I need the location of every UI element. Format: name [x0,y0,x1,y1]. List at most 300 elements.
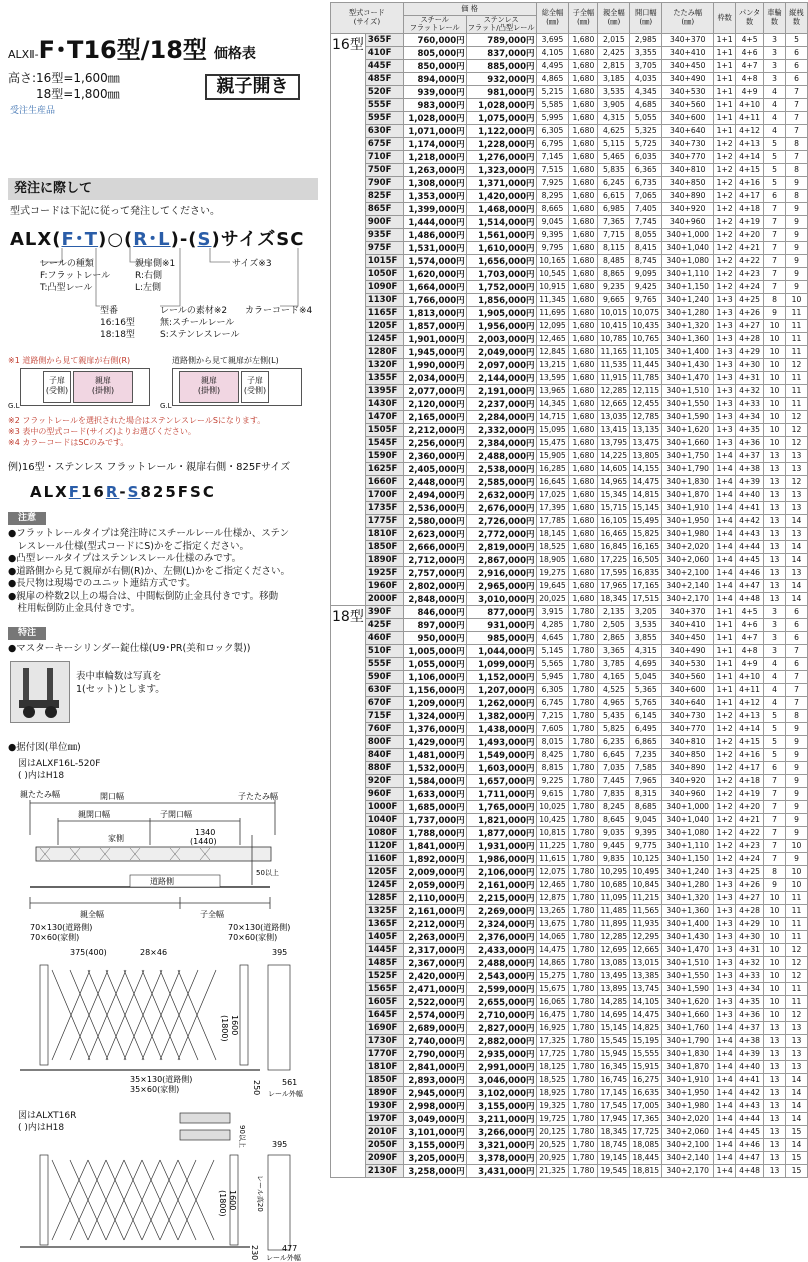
table-cell: 1,603,000円 [466,761,536,774]
table-cell: 11 [785,306,807,319]
table-cell: 3,321,000円 [466,1138,536,1151]
table-cell: 1,263,000円 [403,163,466,176]
table-cell: 15,145 [630,501,662,514]
size-code-cell: 555F [365,98,403,111]
table-cell: 1,633,000円 [403,787,466,800]
opening-type-badge: 親子開き [205,74,300,100]
table-cell: 2,882,000円 [466,1034,536,1047]
table-row [331,982,808,995]
table-cell: 2,740,000円 [403,1034,466,1047]
table-row [331,800,808,813]
table-cell: 15,945 [598,1047,630,1060]
table-cell: 1,228,000円 [466,137,536,150]
table-cell: 2,710,000円 [466,1008,536,1021]
table-cell: 3,535 [598,85,630,98]
table-cell: 4,345 [630,85,662,98]
table-row [331,358,808,371]
table-cell: 7 [764,787,786,800]
table-cell: 7,835 [598,787,630,800]
table-cell: 4+23 [736,839,764,852]
table-cell: 340+850 [662,176,714,189]
table-cell: 17,595 [598,566,630,579]
order-intro: 型式コードは下記に従って発注してください。 [10,206,220,217]
table-cell: 1,703,000円 [466,267,536,280]
table-cell: 13 [764,475,786,488]
table-cell: 4+28 [736,332,764,345]
table-cell: 19,275 [536,566,569,579]
install-drawing-label: ●据付図(単位㎜) [8,742,81,753]
photo-note: 表中車輪数は写真を 1(セット)とします。 [76,671,165,695]
table-cell: 3 [764,59,786,72]
table-cell: 5,585 [536,98,569,111]
table-cell: 15,675 [536,982,569,995]
table-cell: 1,945,000円 [403,345,466,358]
table-cell: 10 [764,1008,786,1021]
table-cell: 340+2,060 [662,1125,714,1138]
table-row [331,605,808,618]
table-cell: 1,780 [569,1125,598,1138]
table-cell: 1,680 [569,137,598,150]
table-cell: 340+1,360 [662,332,714,345]
size-code-cell: 1015F [365,254,403,267]
table-cell: 14 [785,540,807,553]
size-code-cell: 1365F [365,917,403,930]
table-cell: 2,536,000円 [403,501,466,514]
table-cell: 5,765 [630,696,662,709]
table-cell: 4+20 [736,800,764,813]
table-cell: 6 [785,46,807,59]
table-cell: 10 [764,410,786,423]
table-cell: 3 [764,605,786,618]
table-cell: 4+36 [736,1008,764,1021]
table-cell: 340+920 [662,774,714,787]
size-code-cell: 555F [365,657,403,670]
table-cell: 1,780 [569,631,598,644]
table-cell: 1+4 [714,527,736,540]
table-cell: 1,680 [569,189,598,202]
table-cell: 3,378,000円 [466,1151,536,1164]
table-cell: 1,680 [569,215,598,228]
table-row [331,254,808,267]
size-code-cell: 750F [365,163,403,176]
table-cell: 1,813,000円 [403,306,466,319]
table-cell: 14,475 [630,1008,662,1021]
table-cell: 340+730 [662,137,714,150]
table-cell: 4+21 [736,813,764,826]
table-cell: 10 [764,319,786,332]
table-cell: 340+1,790 [662,462,714,475]
table-cell: 2,848,000円 [403,592,466,605]
table-cell: 12 [785,358,807,371]
table-cell: 6,495 [630,722,662,735]
table-row [331,1008,808,1021]
table-cell: 340+1,620 [662,995,714,1008]
table-cell: 1+4 [714,488,736,501]
size-code-cell: 1545F [365,436,403,449]
table-cell: 1+1 [714,85,736,98]
table-cell: 7 [785,683,807,696]
table-cell: 4,035 [630,72,662,85]
table-cell: 1,685,000円 [403,800,466,813]
table-cell: 7 [764,774,786,787]
table-cell: 5 [764,176,786,189]
table-cell: 13,475 [630,436,662,449]
table-cell: 10 [764,969,786,982]
table-cell: 1+4 [714,1086,736,1099]
table-cell: 9 [764,306,786,319]
table-cell: 1,493,000円 [466,735,536,748]
table-cell: 1,610,000円 [466,241,536,254]
table-cell: 4+32 [736,384,764,397]
table-cell: 1,780 [569,995,598,1008]
table-cell: 7 [785,111,807,124]
table-cell: 1,956,000円 [466,319,536,332]
table-cell: 1,680 [569,488,598,501]
table-cell: 4+8 [736,72,764,85]
table-row [331,267,808,280]
table-cell: 1,680 [569,85,598,98]
size-code-cell: 1525F [365,969,403,982]
size-code-cell: 935F [365,228,403,241]
table-cell: 846,000円 [403,605,466,618]
table-cell: 9,445 [598,839,630,852]
table-cell: 13 [764,540,786,553]
table-cell: 14,345 [536,397,569,410]
table-cell: 1,680 [569,306,598,319]
table-cell: 6 [785,605,807,618]
table-cell: 3 [764,618,786,631]
table-cell: 5,055 [630,111,662,124]
table-cell: 4+34 [736,410,764,423]
table-cell: 18,345 [598,592,630,605]
table-cell: 2,269,000円 [466,904,536,917]
size-code-cell: 1565F [365,982,403,995]
table-cell: 4+42 [736,1086,764,1099]
table-cell: 13 [764,514,786,527]
table-cell: 1+2 [714,176,736,189]
table-cell: 1,308,000円 [403,176,466,189]
table-cell: 340+1,040 [662,813,714,826]
table-cell: 14,105 [630,995,662,1008]
size-code-cell: 1930F [365,1099,403,1112]
table-cell: 14 [785,1086,807,1099]
table-cell: 1+3 [714,358,736,371]
table-cell: 340+1,620 [662,423,714,436]
table-row [331,943,808,956]
special-order-heading: 特注 [8,627,46,640]
table-cell: 2,425 [598,46,630,59]
table-cell: 10 [764,397,786,410]
table-cell: 2,332,000円 [466,423,536,436]
table-cell: 2,165,000円 [403,410,466,423]
table-cell: 1+1 [714,657,736,670]
table-cell: 8 [764,293,786,306]
table-cell: 1,574,000円 [403,254,466,267]
table-cell: 13 [764,1138,786,1151]
dim-total-child-text: 子全幅 [200,910,224,919]
table-cell: 13 [764,553,786,566]
table-cell: 7,445 [598,774,630,787]
table-cell: 2,841,000円 [403,1060,466,1073]
table-cell: 340+850 [662,748,714,761]
table-cell: 897,000円 [403,618,466,631]
table-cell: 14 [785,1073,807,1086]
table-cell: 4+38 [736,462,764,475]
table-cell: 2,985 [630,33,662,46]
table-row [331,59,808,72]
table-cell: 17,005 [630,1099,662,1112]
table-cell: 12 [785,956,807,969]
table-cell: 2,655,000円 [466,995,536,1008]
table-cell: 2,991,000円 [466,1060,536,1073]
table-cell: 877,000円 [466,605,536,618]
table-cell: 1+3 [714,332,736,345]
table-cell: 1+2 [714,722,736,735]
page-title: ALXⅡ-F･T16型/18型 価格表 [8,36,256,64]
table-cell: 12,095 [536,319,569,332]
table-row [331,241,808,254]
size-code-cell: 675F [365,137,403,150]
table-cell: 5 [764,137,786,150]
size-code-cell: 365F [365,33,403,46]
table-cell: 1+2 [714,852,736,865]
table-cell: 340+1,830 [662,475,714,488]
table-cell: 760,000円 [403,33,466,46]
table-cell: 2,212,000円 [403,917,466,930]
table-cell: 1+3 [714,917,736,930]
table-cell: 1+3 [714,930,736,943]
table-cell: 10,125 [630,852,662,865]
table-cell: 5 [764,722,786,735]
table-cell: 7 [785,124,807,137]
size-code-cell: 1130F [365,293,403,306]
table-cell: 10 [785,293,807,306]
table-row [331,1164,808,1177]
table-cell: 1+2 [714,813,736,826]
table-row [331,683,808,696]
table-cell: 1+4 [714,1073,736,1086]
table-cell: 9 [785,215,807,228]
table-cell: 10,765 [630,332,662,345]
table-row [331,1073,808,1086]
size-code-cell: 900F [365,215,403,228]
table-row [331,72,808,85]
size-code-cell: 1205F [365,319,403,332]
table-cell: 9 [785,761,807,774]
table-row [331,1034,808,1047]
table-cell: 10 [785,878,807,891]
table-cell: 4,685 [630,98,662,111]
table-cell: 4+36 [736,436,764,449]
table-cell: 14,965 [598,475,630,488]
table-cell: 340+960 [662,215,714,228]
table-cell: 1,780 [569,1047,598,1060]
table-cell: 2,712,000円 [403,553,466,566]
size-legend: サイズ※3 [232,259,272,269]
table-cell: 2,433,000円 [466,943,536,956]
table-cell: 4+46 [736,1138,764,1151]
dim-1800b-text: (1800) [218,1190,227,1217]
table-row [331,228,808,241]
table-cell: 1,780 [569,1060,598,1073]
table-cell: 19,325 [536,1099,569,1112]
table-cell: 1+3 [714,865,736,878]
table-cell: 1,766,000円 [403,293,466,306]
table-cell: 5,115 [598,137,630,150]
table-cell: 2,284,000円 [466,410,536,423]
table-cell: 2,360,000円 [403,449,466,462]
table-cell: 8 [785,163,807,176]
table-cell: 10 [764,384,786,397]
table-cell: 12 [785,1008,807,1021]
size-code-cell: 1090F [365,280,403,293]
table-cell: 6,035 [630,150,662,163]
table-cell: 340+1,320 [662,319,714,332]
table-cell: 1,028,000円 [403,111,466,124]
table-cell: 10,785 [598,332,630,345]
table-cell: 2,935,000円 [466,1047,536,1060]
table-cell: 9 [785,852,807,865]
note1-left: 道路側から見て親扉が左側(L) [172,356,279,365]
table-cell: 18,525 [536,1073,569,1086]
size-code-cell: 2090F [365,1151,403,1164]
table-cell: 1+3 [714,397,736,410]
table-cell: 4+5 [736,605,764,618]
table-cell: 17,225 [598,553,630,566]
table-cell: 1+1 [714,111,736,124]
table-cell: 939,000円 [403,85,466,98]
size-code-cell: 1395F [365,384,403,397]
size-code-cell: 840F [365,748,403,761]
table-cell: 1,174,000円 [403,137,466,150]
table-cell: 13 [764,1021,786,1034]
table-cell: 340+2,140 [662,1151,714,1164]
table-cell: 1,780 [569,657,598,670]
table-cell: 15 [785,1164,807,1177]
table-cell: 1,444,000円 [403,215,466,228]
size-code-cell: 710F [365,150,403,163]
table-cell: 340+1,910 [662,1073,714,1086]
table-cell: 1+3 [714,423,736,436]
table-cell: 1,055,000円 [403,657,466,670]
table-cell: 1+4 [714,1151,736,1164]
table-cell: 340+2,170 [662,1164,714,1177]
table-cell: 1+2 [714,228,736,241]
table-cell: 9,235 [598,280,630,293]
table-cell: 7 [764,813,786,826]
table-cell: 5,045 [630,670,662,683]
table-cell: 1,486,000円 [403,228,466,241]
table-cell: 8,425 [536,748,569,761]
table-cell: 4+48 [736,592,764,605]
table-cell: 1,680 [569,410,598,423]
table-cell: 1,780 [569,813,598,826]
table-cell: 4,525 [598,683,630,696]
table-cell: 9,835 [598,852,630,865]
table-cell: 4+39 [736,475,764,488]
table-cell: 6 [785,631,807,644]
table-cell: 1+2 [714,189,736,202]
size-code-cell: 1890F [365,553,403,566]
size-code-cell: 865F [365,202,403,215]
table-cell: 1,620,000円 [403,267,466,280]
table-cell: 2,790,000円 [403,1047,466,1060]
table-cell: 4+48 [736,1164,764,1177]
size-code-cell: 1775F [365,514,403,527]
table-row [331,995,808,1008]
table-cell: 6 [764,761,786,774]
table-cell: 10 [764,904,786,917]
table-cell: 3,915 [536,605,569,618]
model-code-format: ALX(F･T)○(R･L)-(S)サイズSC [10,229,305,250]
size-code-cell: 1690F [365,1021,403,1034]
table-cell: 1,680 [569,566,598,579]
table-cell: 3,905 [598,98,630,111]
door-diagram-right: 子扉 (受側) 親扉 (掛側) [20,368,150,406]
table-cell: 16,505 [630,553,662,566]
table-cell: 1,680 [569,202,598,215]
special-order-text: ●マスターキーシリンダー錠仕様(U9･PR(美和ロック製)) [8,643,251,654]
table-cell: 8 [785,137,807,150]
table-row [331,306,808,319]
table-cell: 1,780 [569,1138,598,1151]
dim-395b-text: 395 [272,1140,288,1149]
table-cell: 14,825 [630,1021,662,1034]
table-cell: 11 [785,917,807,930]
table-cell: 16,745 [598,1073,630,1086]
dim-70b-text: 70×60(家側) [30,933,80,942]
table-cell: 13,035 [598,410,630,423]
table-cell: 5 [764,748,786,761]
order-section-heading: 発注に際して [8,178,318,200]
size-code-cell: 520F [365,85,403,98]
table-cell: 931,000円 [466,618,536,631]
table-cell: 11,695 [536,306,569,319]
table-cell: 11,445 [630,358,662,371]
table-cell: 1,680 [569,98,598,111]
table-cell: 11 [785,397,807,410]
size-code-cell: 1285F [365,891,403,904]
dim-35a-text: 35×130(道路側) [130,1075,193,1084]
table-cell: 1,931,000円 [466,839,536,852]
table-cell: 18,815 [630,1164,662,1177]
table-cell: 10,845 [630,878,662,891]
table-cell: 7,605 [536,722,569,735]
table-row [331,514,808,527]
size-code-cell: 1120F [365,839,403,852]
table-cell: 1,680 [569,319,598,332]
table-cell: 1,780 [569,852,598,865]
table-cell: 1,680 [569,176,598,189]
table-cell: 1+3 [714,371,736,384]
table-cell: 9,045 [536,215,569,228]
table-cell: 4,965 [598,696,630,709]
table-cell: 18,145 [536,527,569,540]
table-cell: 8,865 [598,267,630,280]
table-cell: 20,925 [536,1151,569,1164]
table-cell: 4+26 [736,306,764,319]
table-cell: 17,545 [598,1099,630,1112]
table-cell: 13 [785,1021,807,1034]
table-cell: 2,488,000円 [466,956,536,969]
table-cell: 9 [785,202,807,215]
table-cell: 7,925 [536,176,569,189]
table-cell: 340+410 [662,618,714,631]
size-code-cell: 1040F [365,813,403,826]
table-row [331,85,808,98]
table-cell: 6 [764,189,786,202]
table-cell: 10 [764,995,786,1008]
